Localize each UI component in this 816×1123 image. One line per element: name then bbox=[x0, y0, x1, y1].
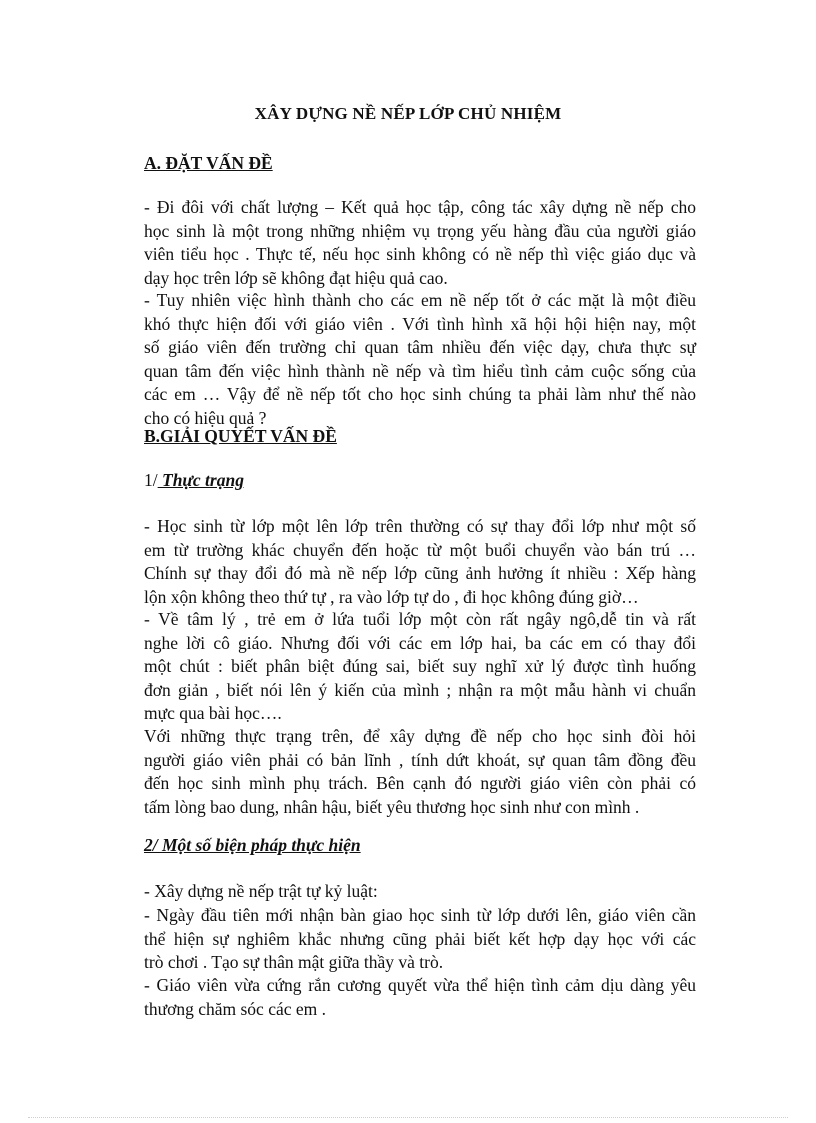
paragraph-8 bbox=[144, 974, 696, 1021]
p7-line: - Ngày đầu tiên mới nhận bàn giao học sinh từ lớp dưới lên, giáo viên cần bbox=[144, 905, 696, 925]
paragraph-2 bbox=[144, 289, 696, 430]
p3-line: em từ trường khác chuyển đến hoặc từ một buổi chuyển vào bán trú … bbox=[144, 539, 696, 560]
subsection-2-title: 2/ Một số biện pháp thực hiện bbox=[144, 835, 361, 855]
p4-line: - Về tâm lý , trẻ em ở lứa tuổi lớp một còn rất ngây ngô,dễ tin và rất bbox=[144, 609, 696, 629]
p1-line: viên tiểu học . Thực tế, nếu học sinh không có nề nếp thì việc giáo dục và bbox=[144, 244, 696, 264]
subsection-2-heading bbox=[144, 835, 361, 856]
section-a-heading: A. ĐẶT VẤN ĐỀ bbox=[144, 153, 273, 173]
page-bottom-rule bbox=[28, 1117, 788, 1118]
paragraph-4 bbox=[144, 608, 696, 726]
p5-line: đến học sinh mình phụ trách. Bên cạnh đó người giáo viên còn phải có bbox=[144, 773, 696, 793]
p1-line: học sinh là một trong những nhiệm vụ trọng yếu hàng đầu của người giáo bbox=[144, 220, 696, 241]
p5-line: người giáo viên phải có bản lĩnh , tính dứt khoát, sự quan tâm đồng đều bbox=[144, 749, 696, 770]
p2-line: quan tâm đến việc hình thành nề nếp và tìm hiểu tình cảm cuộc sống của bbox=[144, 360, 696, 381]
section-b-heading: B.GIẢI QUYẾT VẤN ĐỀ bbox=[144, 426, 337, 446]
p2-line: cho có hiệu quả ? bbox=[144, 407, 267, 428]
paragraph-1 bbox=[144, 196, 696, 290]
p5-line: Với những thực trạng trên, để xây dựng đề nếp cho học sinh đòi hỏi bbox=[144, 726, 696, 746]
p2-line: các em … Vậy để nề nếp tốt cho học sinh chúng ta phải làm như thế nào bbox=[144, 384, 696, 404]
p4-line: nghe lời cô giáo. Nhưng đối với các em lớp hai, ba các em có thay đổi bbox=[144, 632, 696, 653]
p7-line: trò chơi . Tạo sự thân mật giữa thầy và trò. bbox=[144, 952, 444, 972]
p5-line: tấm lòng bao dung, nhân hậu, biết yêu thương học sinh như con mình . bbox=[144, 796, 640, 817]
p2-line: khó thực hiện đối với giáo viên . Với tình hình xã hội hội hiện nay, một bbox=[144, 313, 696, 334]
subsection-1-heading bbox=[144, 470, 244, 491]
p2-line: số giáo viên đến trường chỉ quan tâm nhiều đến việc dạy, chưa thực sự bbox=[144, 337, 696, 357]
p4-line: một chút : biết phân biệt đúng sai, biết suy nghĩ xử lý được tình huống bbox=[144, 656, 696, 676]
paragraph-6 bbox=[144, 880, 696, 904]
subsection-1-number: 1/ bbox=[144, 470, 158, 490]
p1-line: - Đi đôi với chất lượng – Kết quả học tập, công tác xây dựng nề nếp cho bbox=[144, 197, 696, 217]
p3-line: Chính sự thay đổi đó mà nề nếp lớp cũng ảnh hưởng ít nhiều : Xếp hàng bbox=[144, 563, 696, 583]
p1-line: dạy học trên lớp sẽ không đạt hiệu quả cao. bbox=[144, 267, 448, 288]
paragraph-5 bbox=[144, 725, 696, 819]
p4-line: đơn giản , biết nói lên ý kiến của mình ; nhận ra một mẫu hành vi chuẩn bbox=[144, 679, 696, 700]
p3-line: - Học sinh từ lớp một lên lớp trên thường có sự thay đổi lớp như một số bbox=[144, 516, 696, 536]
paragraph-7 bbox=[144, 904, 696, 975]
subsection-1-title: Thực trạng bbox=[157, 470, 244, 490]
p7-line: thể hiện sự nghiêm khắc nhưng cũng phải biết kết hợp dạy học với các bbox=[144, 928, 696, 949]
p2-line: - Tuy nhiên việc hình thành cho các em nề nếp tốt ở các mặt là một điều bbox=[144, 290, 696, 310]
p8-line: - Giáo viên vừa cứng rắn cương quyết vừa thể hiện tình cảm dịu dàng yêu bbox=[144, 975, 696, 995]
p4-line: mực qua bài học…. bbox=[144, 703, 282, 723]
document-title: XÂY DỰNG NỀ NẾP LỚP CHỦ NHIỆM bbox=[254, 104, 562, 123]
paragraph-3 bbox=[144, 515, 696, 609]
p6-line: - Xây dựng nề nếp trật tự kỷ luật: bbox=[144, 881, 378, 901]
p8-line: thương chăm sóc các em . bbox=[144, 998, 327, 1019]
p3-line: lộn xộn không theo thứ tự , ra vào lớp tự do , đi học không đúng giờ… bbox=[144, 586, 639, 607]
